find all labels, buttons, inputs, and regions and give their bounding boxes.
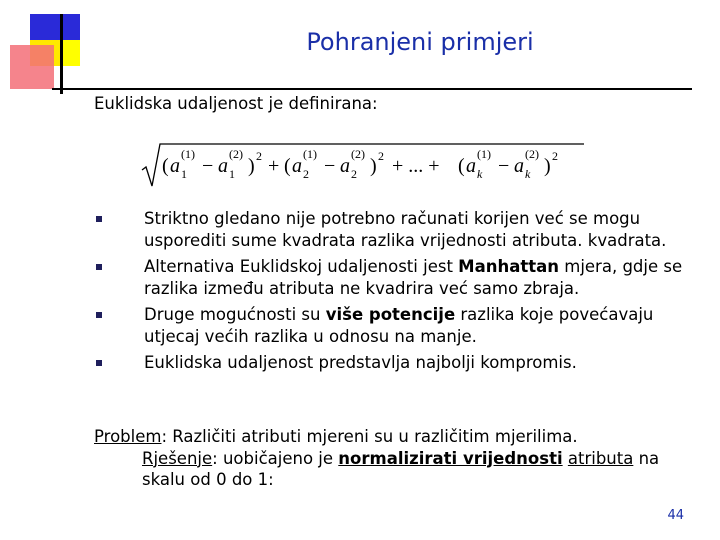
square: 2 xyxy=(552,149,558,163)
list-item xyxy=(96,208,706,251)
bullet-text: razlika koje povećavaju utjecaj većih razlika u odnosu na manje. xyxy=(144,305,654,346)
plus: + xyxy=(268,155,280,177)
list-item xyxy=(96,352,706,374)
list-item xyxy=(96,256,706,299)
bullet-text: Druge mogućnosti su xyxy=(144,305,326,324)
decor-blue-square xyxy=(30,14,80,40)
decor-vertical-line xyxy=(60,14,63,94)
slide-title: Pohranjeni primjeri xyxy=(306,28,534,56)
sub: 1 xyxy=(229,167,235,181)
square-bullet-icon xyxy=(96,264,102,270)
sup: (2) xyxy=(525,147,539,161)
var-a: a xyxy=(466,155,476,177)
sup: (2) xyxy=(351,147,365,161)
bullet-bold-text: više potencije xyxy=(325,305,456,324)
solution-line xyxy=(94,448,704,491)
bullet-bold-text: Manhattan xyxy=(458,257,559,276)
square: 2 xyxy=(256,149,262,163)
square-bullet-icon xyxy=(96,312,102,318)
minus: − xyxy=(324,155,336,177)
problem-block xyxy=(94,426,704,491)
bullet-text: Euklidska udaljenost predstavlja najbolji kompromis. xyxy=(144,353,577,372)
var-a: a xyxy=(170,155,180,177)
sup: (1) xyxy=(181,147,195,161)
sup: (1) xyxy=(303,147,317,161)
square: 2 xyxy=(378,149,384,163)
square-bullet-icon xyxy=(96,216,102,222)
sub: 2 xyxy=(351,167,357,181)
paren-open: ( xyxy=(162,155,169,177)
solution-bold-text: normalizirati vrijednosti xyxy=(338,448,563,468)
problem-label: Problem xyxy=(94,427,162,446)
solution-underlined-word: atributa xyxy=(567,448,634,468)
sub: 1 xyxy=(181,167,187,181)
var-a: a xyxy=(340,155,350,177)
square-bullet-icon xyxy=(96,360,102,366)
decor-horizontal-line xyxy=(52,88,692,90)
var-a: a xyxy=(514,155,524,177)
paren-close: ) xyxy=(248,155,255,177)
bullet-text: mjera, gdje se razlika između atributa ne kvadrira već samo zbraja. xyxy=(144,257,683,298)
sub: k xyxy=(477,167,483,181)
bullet-list xyxy=(96,208,706,379)
minus: − xyxy=(202,155,214,177)
ellipsis: + ... + xyxy=(392,155,440,177)
sub: 2 xyxy=(303,167,309,181)
paren-open: ( xyxy=(458,155,465,177)
solution-text: : uobičajeno je xyxy=(212,448,339,468)
problem-text: : Različiti atributi mjereni su u različitim mjerilima. xyxy=(161,427,578,446)
paren-close: ) xyxy=(544,155,551,177)
bullet-text: Alternativa Euklidskoj udaljenosti jest xyxy=(144,257,459,276)
solution-label: Rješenje xyxy=(142,448,213,468)
paren-open: ( xyxy=(284,155,291,177)
list-item xyxy=(96,304,706,347)
sub: k xyxy=(525,167,531,181)
intro-text: Euklidska udaljenost je definirana: xyxy=(94,94,378,113)
euclidean-formula xyxy=(140,140,585,190)
page-number: 44 xyxy=(667,508,684,523)
sup: (2) xyxy=(229,147,243,161)
sup: (1) xyxy=(477,147,491,161)
paren-close: ) xyxy=(370,155,377,177)
solution-text-end: na skalu od 0 do 1: xyxy=(142,448,660,489)
var-a: a xyxy=(292,155,302,177)
var-a: a xyxy=(218,155,228,177)
minus: − xyxy=(498,155,510,177)
bullet-text: Striktno gledano nije potrebno računati korijen već se mogu usporediti sume kvadrata razlika vrijednosti atributa. kvadrata. xyxy=(144,209,667,250)
decor-pink-square xyxy=(10,45,54,89)
